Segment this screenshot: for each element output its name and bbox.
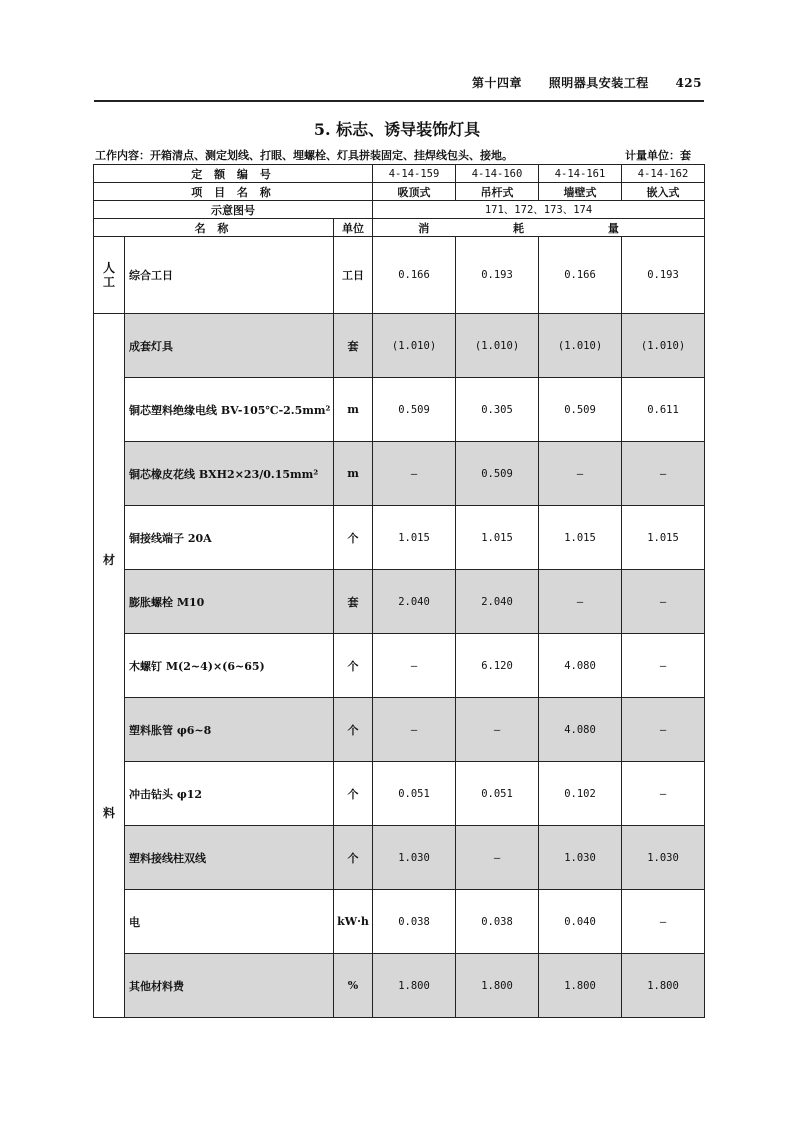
quota-code: 4-14-161: [539, 165, 622, 183]
page-header: [450, 74, 702, 91]
material-value: 1.030: [539, 826, 622, 890]
material-value: 1.015: [622, 506, 705, 570]
material-name: 膨胀螺栓 M10: [125, 570, 334, 634]
material-value: 0.038: [373, 890, 456, 954]
item-name-row: [94, 183, 705, 201]
material-value: —: [373, 634, 456, 698]
work-content: 工作内容：开箱清点、测定划线、打眼、埋螺栓、灯具拼装固定、挂焊线包头、接地。: [95, 149, 513, 162]
material-value: —: [539, 570, 622, 634]
material-value: 6.120: [456, 634, 539, 698]
material-value: 1.015: [456, 506, 539, 570]
material-value: (1.010): [539, 314, 622, 378]
col-unit-label: 单位: [334, 219, 373, 237]
material-value: —: [622, 442, 705, 506]
material-value: (1.010): [373, 314, 456, 378]
labor-unit: 工日: [334, 237, 373, 314]
material-unit: 个: [334, 762, 373, 826]
material-value: 1.800: [622, 954, 705, 1018]
material-row: [94, 378, 705, 442]
item-name: 嵌入式: [622, 183, 705, 201]
labor-value: 0.166: [539, 237, 622, 314]
quota-table: [93, 164, 705, 1018]
material-name: 铜芯塑料绝缘电线 BV-105℃-2.5mm²: [125, 378, 334, 442]
material-value: 0.509: [373, 378, 456, 442]
material-row: [94, 570, 705, 634]
material-value: 0.040: [539, 890, 622, 954]
material-row: [94, 442, 705, 506]
quota-code: 4-14-162: [622, 165, 705, 183]
material-value: 2.040: [456, 570, 539, 634]
material-value: —: [456, 826, 539, 890]
material-value: —: [622, 698, 705, 762]
item-name-label: 项 目 名 称: [94, 183, 373, 201]
material-value: 0.509: [456, 442, 539, 506]
material-name: 塑料接线柱双线: [125, 826, 334, 890]
labor-name: 综合工日: [125, 237, 334, 314]
material-value: 0.038: [456, 890, 539, 954]
material-row: [94, 890, 705, 954]
material-value: 1.800: [456, 954, 539, 1018]
material-value: 1.800: [373, 954, 456, 1018]
quota-code: 4-14-159: [373, 165, 456, 183]
diagram-row: [94, 201, 705, 219]
material-unit: m: [334, 442, 373, 506]
labor-category: [94, 237, 125, 314]
material-row: [94, 698, 705, 762]
material-unit: kW·h: [334, 890, 373, 954]
page-number: 425: [675, 76, 702, 90]
quota-number-label: 定 额 编 号: [94, 165, 373, 183]
material-unit: 个: [334, 634, 373, 698]
labor-value: 0.166: [373, 237, 456, 314]
material-value: —: [456, 698, 539, 762]
header-divider: [94, 100, 704, 102]
col-consumption-label: 消 耗 量: [373, 219, 705, 237]
material-value: 0.051: [373, 762, 456, 826]
labor-value: 0.193: [622, 237, 705, 314]
material-value: 1.030: [622, 826, 705, 890]
material-value: —: [539, 442, 622, 506]
material-value: 0.102: [539, 762, 622, 826]
material-unit: %: [334, 954, 373, 1018]
material-name: 铜接线端子 20A: [125, 506, 334, 570]
diagram-numbers: 171、172、173、174: [373, 201, 705, 219]
material-value: —: [622, 762, 705, 826]
material-row: [94, 634, 705, 698]
material-value: —: [373, 442, 456, 506]
material-value: 1.015: [373, 506, 456, 570]
material-value: 2.040: [373, 570, 456, 634]
material-unit: 套: [334, 314, 373, 378]
material-value: 0.509: [539, 378, 622, 442]
labor-row: [94, 237, 705, 314]
quota-number-row: [94, 165, 705, 183]
item-name: 墙壁式: [539, 183, 622, 201]
material-value: 1.015: [539, 506, 622, 570]
material-value: 4.080: [539, 634, 622, 698]
material-value: 0.611: [622, 378, 705, 442]
chapter-title: 照明器具安装工程: [548, 76, 649, 90]
material-value: —: [622, 890, 705, 954]
chapter-number: 第十四章: [472, 76, 523, 90]
category-char: 人: [102, 260, 115, 275]
material-value: 0.051: [456, 762, 539, 826]
material-unit: 个: [334, 506, 373, 570]
material-value: 1.800: [539, 954, 622, 1018]
material-unit: 个: [334, 826, 373, 890]
category-char: 工: [102, 275, 115, 289]
material-name: 冲击钻头 φ12: [125, 762, 334, 826]
material-name: 其他材料费: [125, 954, 334, 1018]
material-name: 木螺钉 M(2~4)×(6~65): [125, 634, 334, 698]
unit-note: 计量单位：套: [625, 149, 691, 162]
material-value: 0.305: [456, 378, 539, 442]
item-name: 吸顶式: [373, 183, 456, 201]
material-row: [94, 762, 705, 826]
section-title: 5. 标志、诱导装饰灯具: [313, 120, 481, 139]
material-unit: 个: [334, 698, 373, 762]
item-name: 吊杆式: [456, 183, 539, 201]
material-value: —: [622, 570, 705, 634]
material-category: [94, 314, 125, 1018]
material-value: (1.010): [456, 314, 539, 378]
material-row: [94, 826, 705, 890]
column-header-row: [94, 219, 705, 237]
material-name: 电: [125, 890, 334, 954]
category-char: 料: [102, 806, 115, 820]
category-char: 材: [102, 553, 115, 567]
material-row: [94, 506, 705, 570]
material-value: —: [373, 698, 456, 762]
material-row: [94, 314, 705, 378]
material-name: 铜芯橡皮花线 BXH2×23/0.15mm²: [125, 442, 334, 506]
material-name: 成套灯具: [125, 314, 334, 378]
diagram-label: 示意图号: [94, 201, 373, 219]
material-unit: 套: [334, 570, 373, 634]
material-value: 4.080: [539, 698, 622, 762]
quota-code: 4-14-160: [456, 165, 539, 183]
material-name: 塑料胀管 φ6~8: [125, 698, 334, 762]
col-name-label: 名 称: [94, 219, 334, 237]
material-value: 1.030: [373, 826, 456, 890]
material-value: (1.010): [622, 314, 705, 378]
material-row: [94, 954, 705, 1018]
material-unit: m: [334, 378, 373, 442]
labor-value: 0.193: [456, 237, 539, 314]
material-value: —: [622, 634, 705, 698]
